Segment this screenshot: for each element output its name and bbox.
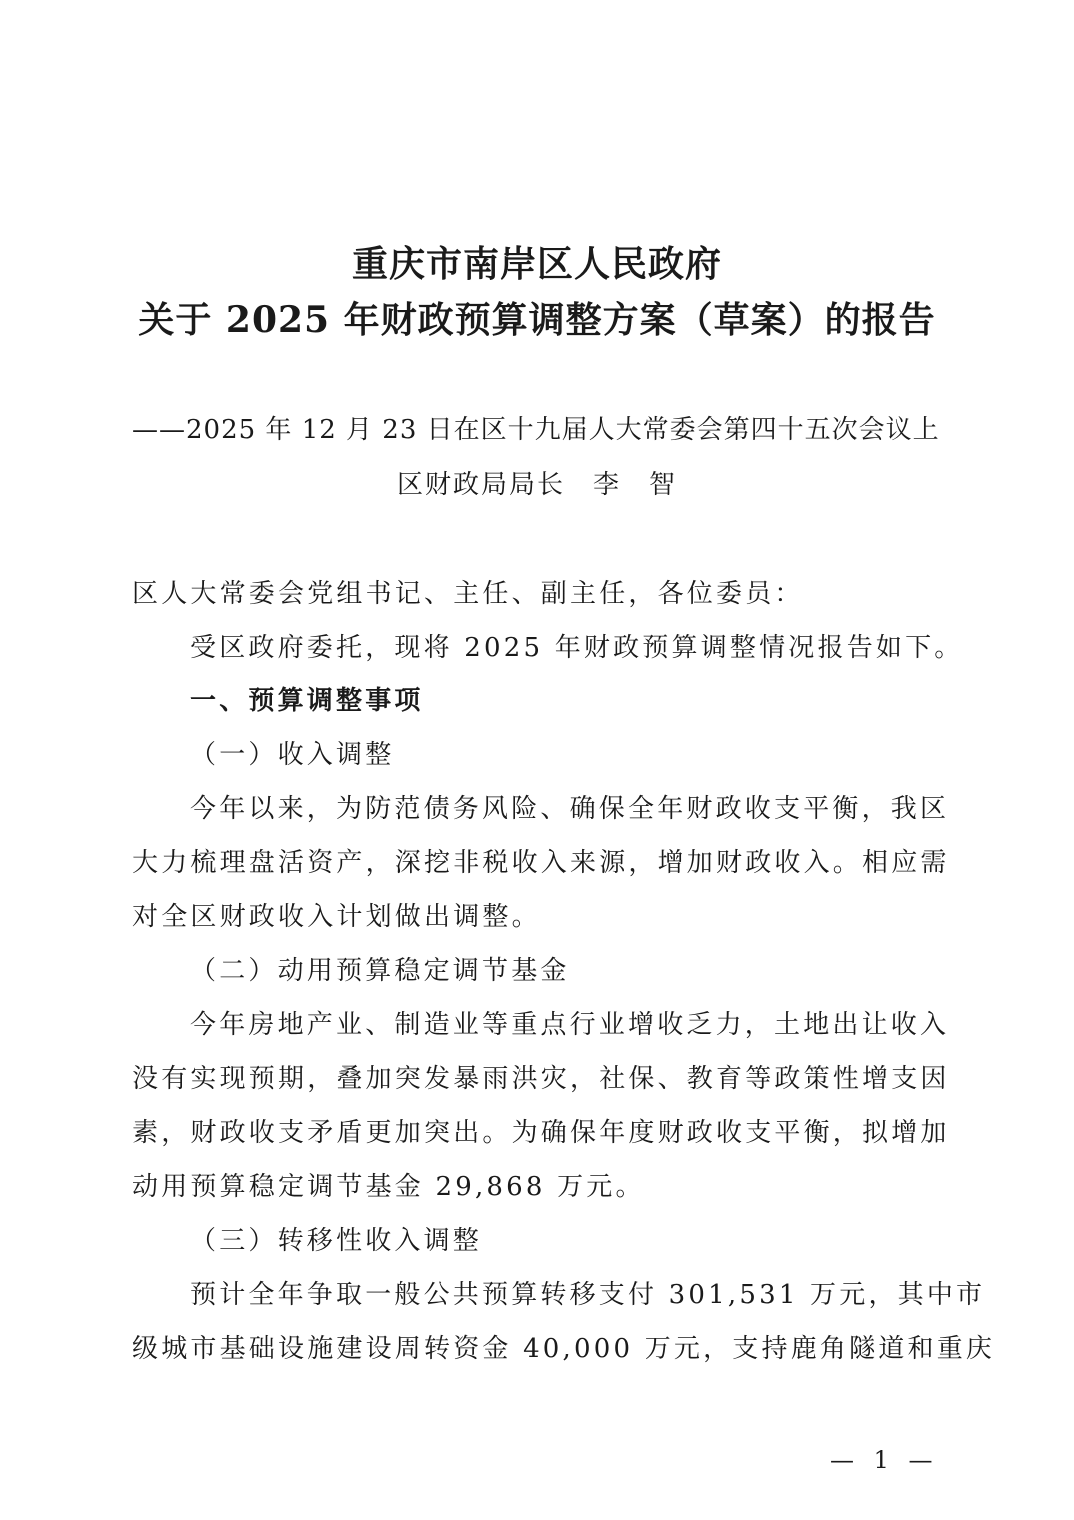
- document-title-line-1: 重庆市南岸区人民政府: [351, 243, 722, 285]
- section-heading-1: 一、预算调整事项: [190, 686, 424, 716]
- paragraph-line: 对全区财政收入计划做出调整。: [132, 902, 541, 932]
- paragraph-line: 今年以来，为防范债务风险、确保全年财政收支平衡，我区: [190, 794, 950, 824]
- paragraph-line: 预计全年争取一般公共预算转移支付 301,531 万元，其中市: [190, 1280, 986, 1310]
- document-title-line-2: 关于 2025 年财政预算调整方案（草案）的报告: [138, 299, 936, 341]
- paragraph-line: 动用预算稳定调节基金 29,868 万元。: [132, 1172, 645, 1202]
- page-number: — 1 —: [830, 1446, 939, 1474]
- subsection-heading-3: （三）转移性收入调整: [190, 1226, 483, 1256]
- paragraph-line: 今年房地产业、制造业等重点行业增收乏力，土地出让收入: [190, 1010, 950, 1040]
- intro-paragraph: 受区政府委托，现将 2025 年财政预算调整情况报告如下。: [190, 633, 964, 663]
- subsection-heading-1: （一）收入调整: [190, 740, 395, 770]
- paragraph-line: 大力梳理盘活资产，深挖非税收入来源，增加财政收入。相应需: [132, 848, 950, 878]
- meeting-info-line: ——2025 年 12 月 23 日在区十九届人大常委会第四十五次会议上: [132, 415, 940, 445]
- salutation: 区人大常委会党组书记、主任、副主任，各位委员：: [132, 579, 804, 609]
- paragraph-line: 没有实现预期，叠加突发暴雨洪灾，社保、教育等政策性增支因: [132, 1064, 950, 1094]
- paragraph-line: 素，财政收支矛盾更加突出。为确保年度财政收支平衡，拟增加: [132, 1118, 950, 1148]
- paragraph-line: 级城市基础设施建设周转资金 40,000 万元，支持鹿角隧道和重庆: [132, 1334, 996, 1364]
- reporter-line: 区财政局局长 李 智: [396, 470, 677, 500]
- subsection-heading-2: （二）动用预算稳定调节基金: [190, 956, 570, 986]
